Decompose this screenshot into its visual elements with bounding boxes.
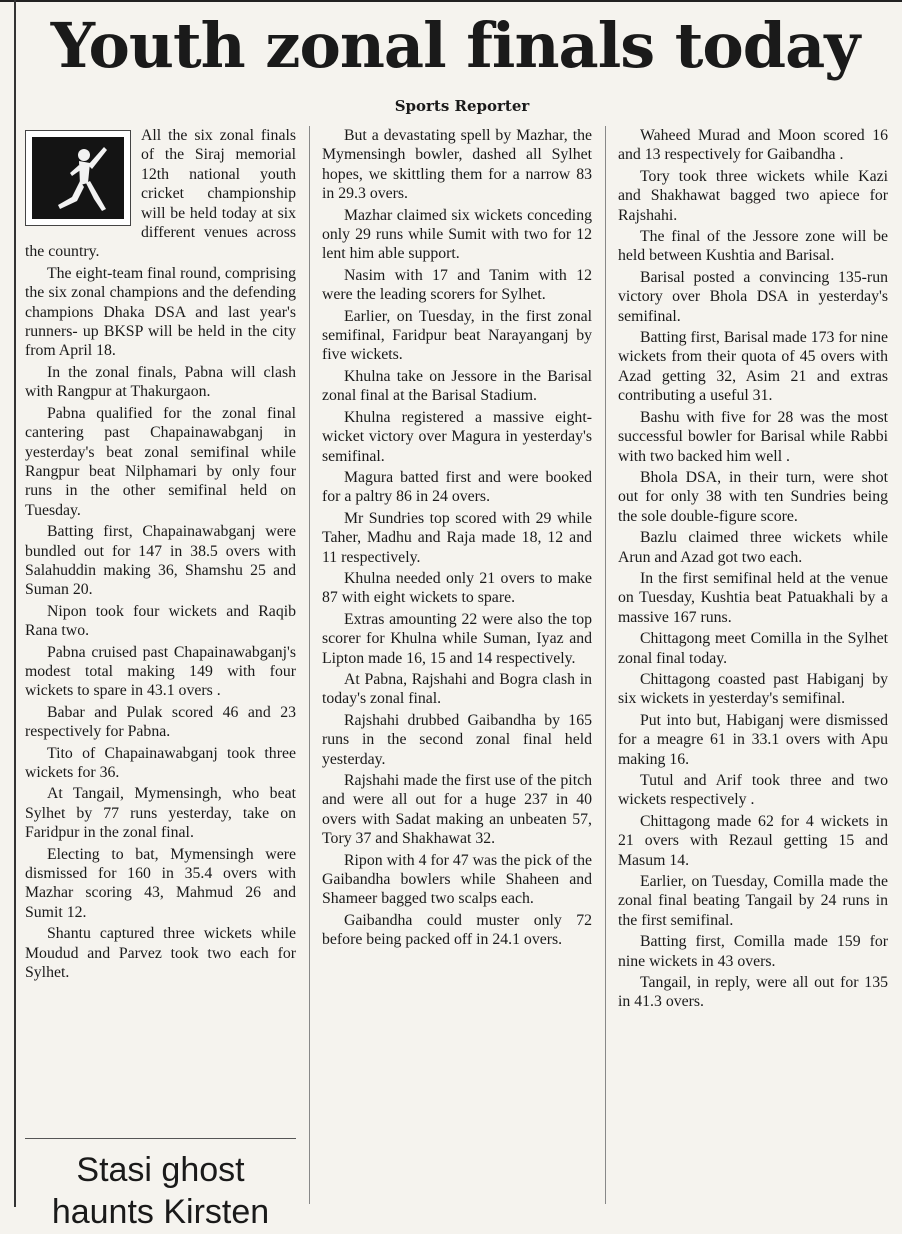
article-paragraph: Extras amounting 22 were also the top scorer for Khulna while Suman, Iyaz and Lipton made 16, 15 and 14 respectively. [322, 610, 592, 667]
article-paragraph: Barisal posted a convincing 135-run victory over Bhola DSA in yesterday's semifinal. [618, 268, 888, 325]
article-paragraph: Rajshahi drubbed Gaibandha by 165 runs in the second zonal final held yesterday. [322, 711, 592, 768]
article-paragraph: Earlier, on Tuesday, in the first zonal semifinal, Faridpur beat Narayanganj by five wickets. [322, 307, 592, 364]
article-paragraph: All the six zonal finals of the Siraj memorial 12th national youth cricket championship will be held today at six different venues across the country. [25, 127, 296, 261]
article-paragraph: In the zonal finals, Pabna will clash with Rangpur at Thakurgaon. [25, 363, 296, 401]
article-paragraph: The eight-team final round, comprising the six zonal champions and the defending champions Dhaka DSA and last year's runners- up BKSP will be held in the city from April 18. [25, 264, 296, 360]
page-edge-rule [14, 0, 16, 1207]
article-paragraph: Electing to bat, Mymensingh were dismissed for 160 in 35.4 overs with Mazhar scoring 43, Mahmud 26 and Sumit 12. [25, 845, 296, 921]
article-paragraph: Chittagong meet Comilla in the Sylhet zonal final today. [618, 630, 888, 667]
article-paragraph: But a devastating spell by Mazhar, the Mymensingh bowler, dashed all Sylhet hopes, we skittling them for a narrow 83 in 29.3 overs. [322, 127, 592, 203]
article-paragraph: Tito of Chapainawabganj took three wickets for 36. [25, 744, 296, 781]
article-paragraph: Bashu with five for 28 was the most successful bowler for Barisal while Rabbi with two backed him well . [618, 408, 888, 465]
article-paragraph: Khulna needed only 21 overs to make 87 with eight wickets to spare. [322, 569, 592, 607]
article-paragraph: Magura batted first and were booked for a paltry 86 in 24 overs. [322, 468, 592, 506]
article-paragraph: Babar and Pulak scored 46 and 23 respectively for Pabna. [25, 703, 296, 741]
article-paragraph: Chittagong made 62 for 4 wickets in 21 overs with Rezaul getting 15 and Masum 14. [618, 812, 888, 869]
article-paragraph: Mazhar claimed six wickets conceding only 29 runs while Sumit with two for 12 lent him able support. [322, 206, 592, 263]
article-paragraph: At Pabna, Rajshahi and Bogra clash in today's zonal final. [322, 670, 592, 708]
article-paragraph: Tangail, in reply, were all out for 135 in 41.3 overs. [618, 974, 888, 1011]
article-paragraph: At Tangail, Mymensingh, who beat Sylhet by 77 runs yesterday, take on Faridpur in the zonal final. [25, 785, 296, 842]
article-paragraph: Nasim with 17 and Tanim with 12 were the leading scorers for Sylhet. [322, 266, 592, 304]
headline: Youth zonal finals today [50, 9, 860, 82]
next-article-headline-line-2: haunts Kirsten [51, 1193, 270, 1231]
article-paragraph: Ripon with 4 for 47 was the pick of the Gaibandha bowlers while Shaheen and Shameer bagged two scalps each. [322, 851, 592, 908]
article-paragraph: Tutul and Arif took three and two wickets respectively . [618, 772, 888, 809]
column-divider [309, 126, 310, 1204]
article-column-1 [25, 126, 296, 1204]
column-divider [605, 126, 606, 1204]
byline: Sports Reporter [394, 97, 530, 115]
article-paragraph: Batting first, Barisal made 173 for nine wickets from their quota of 45 overs with Azad getting 32, Asim 21 and extras contributing a useful 31. [618, 329, 888, 405]
article-paragraph: Pabna cruised past Chapainawabganj's modest total making 149 with four wickets to spare in 43.1 overs . [25, 643, 296, 700]
article-paragraph: Put into but, Habiganj were dismissed for a meagre 61 in 33.1 overs with Apu making 16. [618, 711, 888, 768]
article-paragraph: Khulna take on Jessore in the Barisal zonal final at the Barisal Stadium. [322, 367, 592, 405]
article-paragraph: Bazlu claimed three wickets while Arun and Azad got two each. [618, 529, 888, 566]
article-paragraph: Khulna registered a massive eight- wicket victory over Magura in yesterday's semifinal. [322, 408, 592, 465]
article-column-2 [322, 126, 592, 1204]
article-paragraph: Gaibandha could muster only 72 before being packed off in 24.1 overs. [322, 911, 592, 949]
next-article-headline-continued [25, 1190, 296, 1231]
article-paragraph: Mr Sundries top scored with 29 while Taher, Madhu and Raja made 18, 12 and 11 respectively. [322, 509, 592, 566]
article-paragraph: Pabna qualified for the zonal final cantering past Chapainawabganj in yesterday's beat zonal semifinal while Rangpur beat Nilphamari by only four runs in the other semifinal held on Tuesday. [25, 404, 296, 519]
article-paragraph: Earlier, on Tuesday, Comilla made the zonal final beating Tangail by 24 runs in the first semifinal. [618, 873, 888, 929]
top-border [0, 0, 902, 2]
article-separator [25, 1138, 296, 1139]
article-paragraph: In the first semifinal held at the venue on Tuesday, Kushtia beat Patuakhali by a massive 167 runs. [618, 569, 888, 626]
article-paragraph: The final of the Jessore zone will be held between Kushtia and Barisal. [618, 228, 888, 265]
article-paragraph: Chittagong coasted past Habiganj by six wickets in yesterday's semifinal. [618, 670, 888, 708]
article-paragraph: Shantu captured three wickets while Moudud and Parvez took two each for Sylhet. [25, 925, 296, 982]
article-paragraph: Bhola DSA, in their turn, were shot out for only 38 with ten Sundries being the sole double-figure score. [618, 468, 888, 525]
article-paragraph: Waheed Murad and Moon scored 16 and 13 respectively for Gaibandha . [618, 127, 888, 164]
article-column-3 [618, 126, 888, 1204]
photo [25, 130, 131, 226]
article-paragraph: Rajshahi made the first use of the pitch and were all out for a huge 237 in 40 overs with Sadat making an unbeaten 57, Tory 37 and Shakhawat 32. [322, 772, 592, 848]
next-article-headline: Stasi ghost [76, 1151, 245, 1189]
article-paragraph: Batting first, Chapainawabganj were bundled out for 147 in 38.5 overs with Salahuddin making 36, Shamshu 25 and Suman 20. [25, 523, 296, 599]
article-paragraph: Tory took three wickets while Kazi and Shakhawat bagged two apiece for Rajshahi. [618, 167, 888, 224]
article-paragraph: Nipon took four wickets and Raqib Rana two. [25, 602, 296, 640]
article-paragraph: Batting first, Comilla made 159 for nine wickets in 43 overs. [618, 933, 888, 970]
cricketer-silhouette-icon [32, 137, 124, 219]
